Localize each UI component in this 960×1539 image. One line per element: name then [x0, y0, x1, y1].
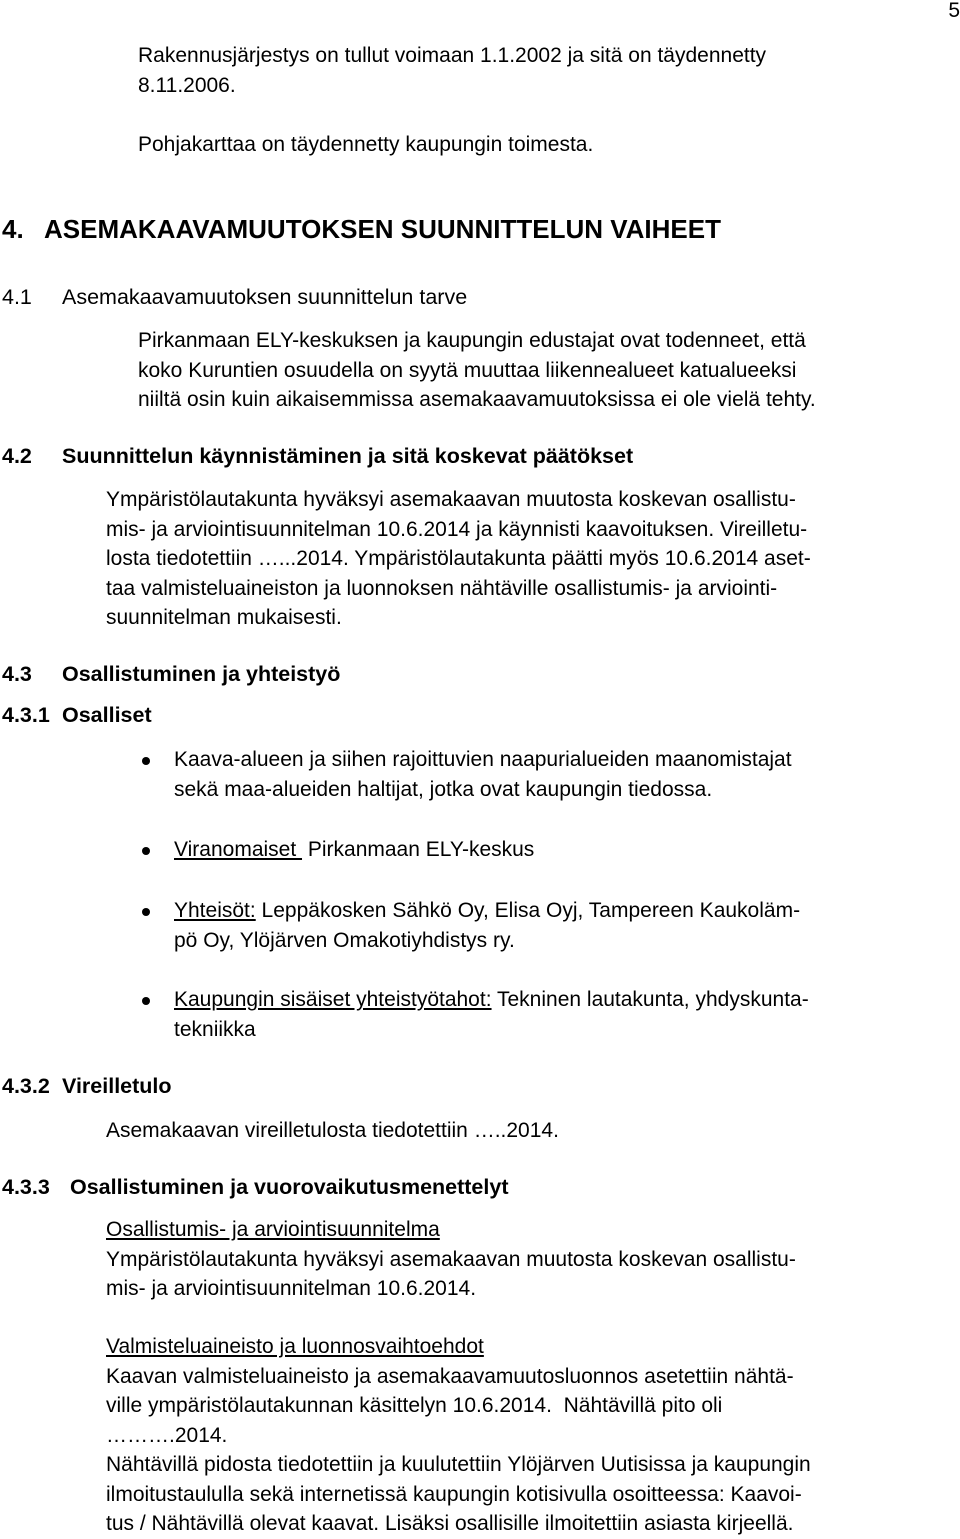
s433-line: Ympäristölautakunta hyväksyi asemakaavan muutosta koskevan osallistu-: [106, 1247, 796, 1271]
subsubsection-title: Osalliset: [62, 703, 152, 727]
bullet-item: [174, 835, 534, 865]
intro-paragraph: [138, 41, 766, 100]
subsubsection-number: 4.3.1: [2, 703, 50, 727]
bullet-line: sekä maa-alueiden haltijat, jotka ovat kaupungin tiedossa.: [174, 777, 713, 801]
s433-line: ……….2014.: [106, 1423, 228, 1447]
s433-line: mis- ja arviointisuunnitelman 10.6.2014.: [106, 1277, 477, 1300]
page-number: 5: [948, 0, 960, 22]
s433-line: Kaavan valmisteluaineisto ja asemakaavamuutosluonnos asetettiin nähtä-: [106, 1364, 794, 1388]
s433-block-1: [106, 1215, 796, 1304]
intro-line: Rakennusjärjestys on tullut voimaan 1.1.2002 ja sitä on täydennetty: [138, 44, 767, 67]
bullet-dot: [142, 847, 150, 855]
bullet-item: [174, 985, 809, 1044]
subsection-number: 4.3: [2, 662, 32, 686]
bullet-line: tekniikka: [174, 1017, 256, 1041]
subsection-number: 4.2: [2, 444, 32, 468]
s433-line: ilmoitustaululla sekä internetissä kaupungin kotisivulla osoitteessa: Kaavoi-: [106, 1482, 802, 1506]
subsubsection-number: 4.3.3: [2, 1175, 50, 1199]
s41-line: Pirkanmaan ELY-keskuksen ja kaupungin edustajat ovat todenneet, että: [138, 329, 806, 352]
s433-line: tus / Nähtävillä olevat kaavat. Lisäksi osallisille ilmoitettiin asiasta kirjeellä.: [106, 1512, 794, 1535]
bullet-line: Kaava-alueen ja siihen rajoittuvien naapurialueiden maanomistajat: [174, 748, 792, 771]
s42-line: taa valmisteluaineiston ja luonnoksen nähtäville osallistumis- ja arviointi-: [106, 576, 778, 600]
subsubsection-title: Osallistuminen ja vuorovaikutusmenettelyt: [70, 1175, 509, 1199]
bullet-item: [174, 896, 800, 955]
subsection-title: Suunnittelun käynnistäminen ja sitä koskevat päätökset: [62, 444, 634, 468]
intro-paragraph-2: Pohjakarttaa on täydennetty kaupungin toimesta.: [138, 133, 594, 156]
s41-line: niiltä osin kuin aikaisemmissa asemakaavamuutoksissa ei ole vielä tehty.: [138, 388, 816, 411]
bullet-text: Tekninen lautakunta, yhdyskunta-: [491, 988, 809, 1011]
intro-line: 8.11.2006.: [138, 73, 236, 97]
section-number: 4.: [2, 214, 24, 244]
s42-paragraph: [106, 485, 811, 633]
s433-subheading: Osallistumis- ja arviointisuunnitelma: [106, 1218, 440, 1241]
subsubsection-title: Vireilletulo: [62, 1074, 172, 1098]
subsection-title: Asemakaavamuutoksen suunnittelun tarve: [62, 285, 468, 309]
bullet-item: [174, 745, 792, 804]
s42-line: mis- ja arviointisuunnitelman 10.6.2014 ja käynnisti kaavoituksen. Vireilletu-: [106, 517, 808, 541]
s42-line: suunnitelman mukaisesti.: [106, 606, 342, 629]
bullet-line: pö Oy, Ylöjärven Omakotiyhdistys ry.: [174, 928, 515, 952]
bullet-dot: [142, 908, 150, 916]
section-title: ASEMAKAAVAMUUTOKSEN SUUNNITTELUN VAIHEET: [44, 214, 721, 244]
s433-line: ville ympäristölautakunnan käsittelyn 10.6.2014. Nähtävillä pito oli: [106, 1394, 723, 1417]
s42-line: losta tiedotettiin …...2014. Ympäristölautakunta päätti myös 10.6.2014 aset-: [106, 547, 811, 570]
s432-paragraph: Asemakaavan vireilletulosta tiedotettiin …..2014.: [106, 1119, 559, 1142]
s433-line: Nähtävillä pidosta tiedotettiin ja kuulutettiin Ylöjärven Uutisissa ja kaupungin: [106, 1453, 811, 1476]
s433-block-2: [106, 1332, 811, 1539]
bullet-text: Leppäkosken Sähkö Oy, Elisa Oyj, Tampereen Kaukoläm-: [255, 899, 801, 922]
bullet-text: Pirkanmaan ELY-keskus: [302, 838, 535, 861]
bullet-label: Viranomaiset: [174, 838, 303, 861]
bullet-label: Yhteisöt:: [174, 899, 256, 922]
subsection-number: 4.1: [2, 285, 32, 309]
subsubsection-number: 4.3.2: [2, 1074, 50, 1098]
bullet-dot: [142, 997, 150, 1005]
s41-line: koko Kuruntien osuudella on syytä muuttaa liikennealueet katualueeksi: [138, 358, 797, 382]
bullet-label: Kaupungin sisäiset yhteistyötahot:: [174, 988, 492, 1011]
s433-subheading: Valmisteluaineisto ja luonnosvaihtoehdot: [106, 1335, 484, 1358]
s41-paragraph: [138, 326, 816, 415]
s42-line: Ympäristölautakunta hyväksyi asemakaavan muutosta koskevan osallistu-: [106, 488, 796, 511]
subsection-title: Osallistuminen ja yhteistyö: [62, 662, 341, 686]
bullet-dot: [142, 757, 150, 765]
